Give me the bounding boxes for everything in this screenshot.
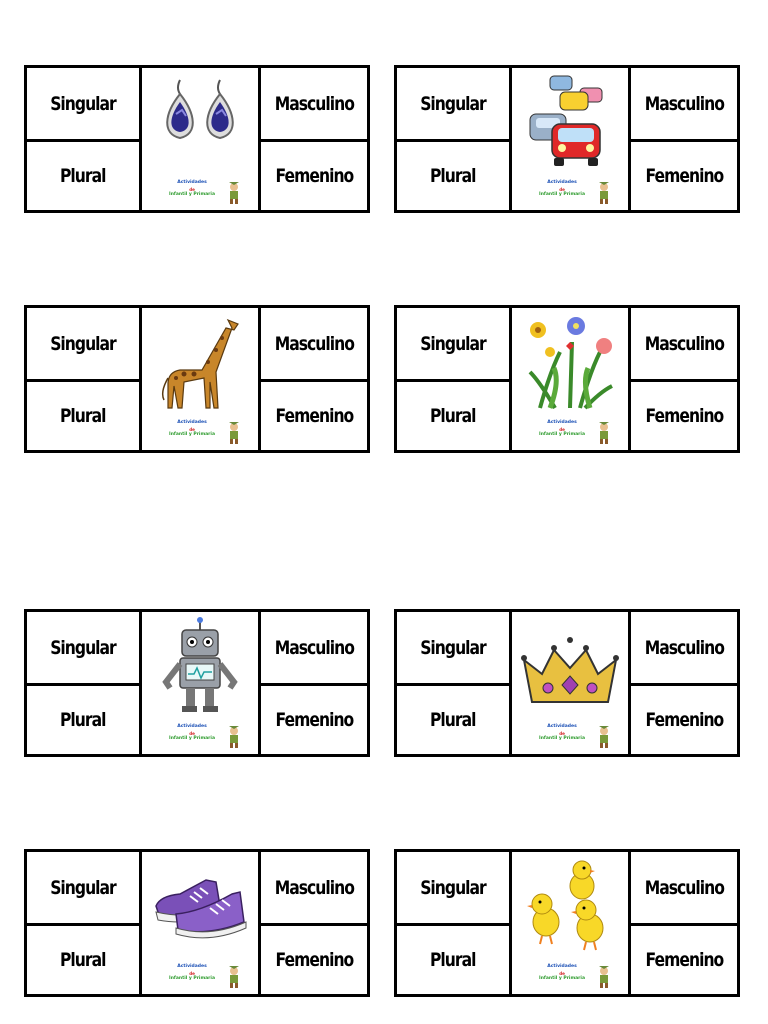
picture-cell bbox=[142, 308, 258, 450]
masculino-cell: Masculino bbox=[628, 852, 737, 926]
plural-cell: Plural bbox=[27, 686, 142, 754]
logo-figure-icon bbox=[596, 182, 612, 204]
crown-icon bbox=[520, 616, 620, 716]
singular-cell: Singular bbox=[397, 612, 512, 686]
femenino-cell: Femenino bbox=[258, 686, 367, 754]
picture-cell bbox=[512, 612, 628, 754]
masculino-cell: Masculino bbox=[628, 68, 737, 142]
chicks-icon bbox=[520, 856, 620, 956]
masculino-cell: Masculino bbox=[258, 68, 367, 142]
plural-cell: Plural bbox=[397, 142, 512, 210]
logo-figure-icon bbox=[596, 422, 612, 444]
picture-cell bbox=[142, 68, 258, 210]
cars-icon bbox=[520, 72, 620, 172]
femenino-cell: Femenino bbox=[628, 142, 737, 210]
picture-cell bbox=[142, 612, 258, 754]
picture-cell bbox=[512, 308, 628, 450]
logo: Actividades de Infantil y Primaria bbox=[526, 420, 616, 446]
singular-cell: Singular bbox=[397, 852, 512, 926]
femenino-cell: Femenino bbox=[628, 382, 737, 450]
logo-figure-icon bbox=[226, 966, 242, 988]
picture-cell bbox=[512, 68, 628, 210]
domino-card-crown bbox=[394, 609, 740, 757]
domino-card-giraffe bbox=[24, 305, 370, 453]
femenino-cell: Femenino bbox=[258, 142, 367, 210]
masculino-cell: Masculino bbox=[628, 308, 737, 382]
masculino-cell: Masculino bbox=[258, 612, 367, 686]
singular-cell: Singular bbox=[397, 308, 512, 382]
singular-cell: Singular bbox=[397, 68, 512, 142]
singular-cell: Singular bbox=[27, 852, 142, 926]
picture-cell bbox=[142, 852, 258, 994]
plural-cell: Plural bbox=[27, 382, 142, 450]
logo: Actividades de Infantil y Primaria bbox=[156, 180, 246, 206]
logo: Actividades de Infantil y Primaria bbox=[526, 724, 616, 750]
logo-figure-icon bbox=[596, 726, 612, 748]
domino-card-sneakers bbox=[24, 849, 370, 997]
earrings-icon bbox=[150, 72, 250, 172]
logo-figure-icon bbox=[596, 966, 612, 988]
femenino-cell: Femenino bbox=[628, 926, 737, 994]
masculino-cell: Masculino bbox=[628, 612, 737, 686]
domino-card-cars bbox=[394, 65, 740, 213]
plural-cell: Plural bbox=[397, 382, 512, 450]
domino-card-chicks bbox=[394, 849, 740, 997]
femenino-cell: Femenino bbox=[258, 382, 367, 450]
plural-cell: Plural bbox=[27, 926, 142, 994]
singular-cell: Singular bbox=[27, 612, 142, 686]
femenino-cell: Femenino bbox=[628, 686, 737, 754]
giraffe-icon bbox=[150, 312, 250, 412]
domino-card-robot bbox=[24, 609, 370, 757]
logo: Actividades de Infantil y Primaria bbox=[526, 964, 616, 990]
logo-figure-icon bbox=[226, 182, 242, 204]
masculino-cell: Masculino bbox=[258, 308, 367, 382]
plural-cell: Plural bbox=[397, 686, 512, 754]
femenino-cell: Femenino bbox=[258, 926, 367, 994]
robot-icon bbox=[150, 616, 250, 716]
domino-card-flowers bbox=[394, 305, 740, 453]
logo: Actividades de Infantil y Primaria bbox=[156, 724, 246, 750]
singular-cell: Singular bbox=[27, 68, 142, 142]
logo-figure-icon bbox=[226, 422, 242, 444]
singular-cell: Singular bbox=[27, 308, 142, 382]
plural-cell: Plural bbox=[397, 926, 512, 994]
logo: Actividades de Infantil y Primaria bbox=[156, 964, 246, 990]
plural-cell: Plural bbox=[27, 142, 142, 210]
picture-cell bbox=[512, 852, 628, 994]
logo: Actividades de Infantil y Primaria bbox=[156, 420, 246, 446]
flowers-icon bbox=[520, 312, 620, 412]
domino-card-earrings bbox=[24, 65, 370, 213]
sneakers-icon bbox=[150, 856, 250, 956]
logo: Actividades de Infantil y Primaria bbox=[526, 180, 616, 206]
masculino-cell: Masculino bbox=[258, 852, 367, 926]
logo-figure-icon bbox=[226, 726, 242, 748]
